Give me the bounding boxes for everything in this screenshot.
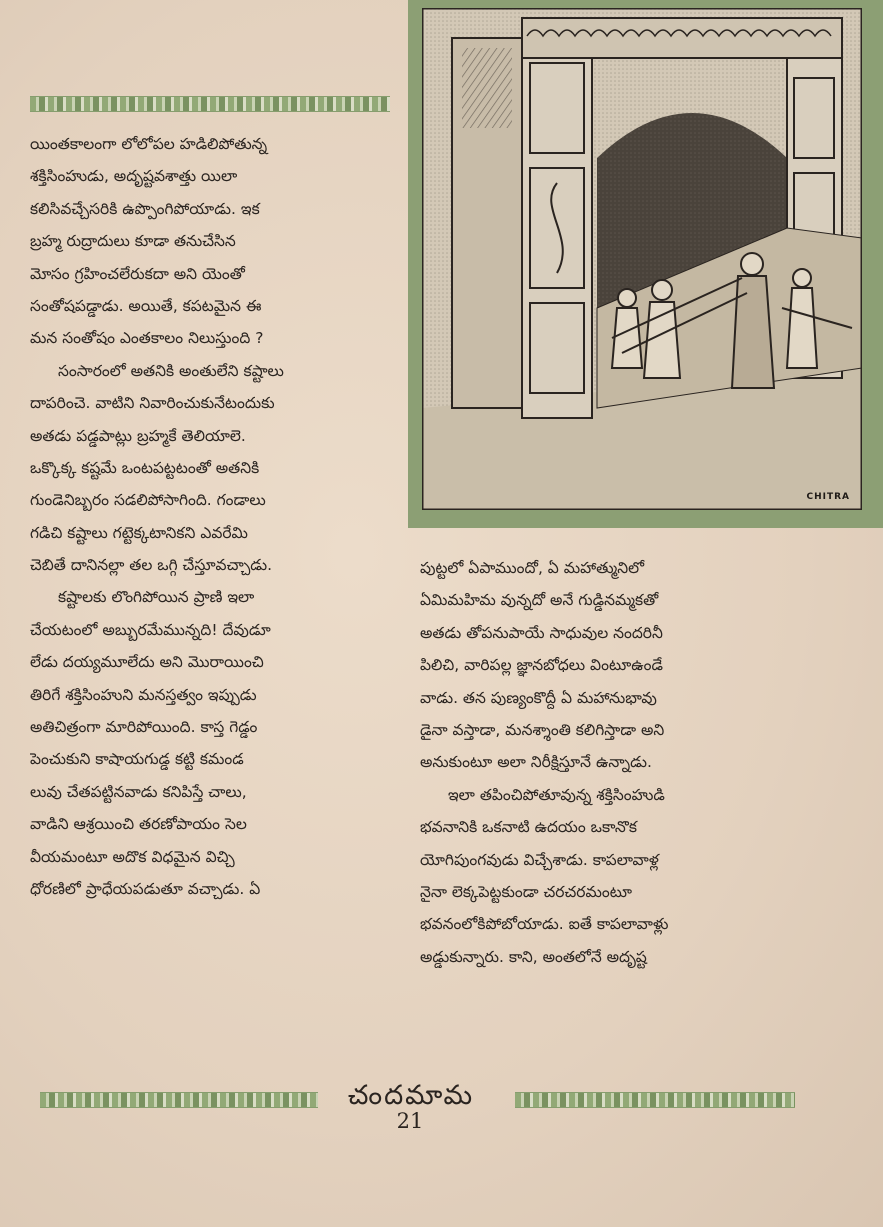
text-line: ఒక్కొక్క కష్టమే ఒంటపట్టటంతో అతనికి (30, 458, 260, 477)
text-line: యోగిపుంగవుడు విచ్చేశాడు. కాపలావాళ్ల (420, 850, 659, 869)
text-line: భవనంలోకిపోబోయాడు. ఐతే కాపలావాళ్లు (420, 915, 669, 934)
footer-decorative-border-right (515, 1092, 795, 1108)
text-line: చెబితే దానినల్లా తల ఒగ్గి చేస్తూవచ్చాడు. (30, 556, 273, 575)
text-line: కష్టాలకు లొంగిపోయిన ప్రాణి ఇలా (58, 588, 255, 607)
text-line: మోసం గ్రహించలేరుకదా అని యెంతో (30, 264, 245, 283)
text-line: దాపరించె. వాటిని నివారించుకునేటందుకు (30, 394, 275, 413)
gate-scene-drawing (422, 8, 862, 510)
story-illustration (422, 8, 862, 510)
text-line: ఇలా తపించిపోతూవున్న శక్తిసింహుడి (448, 785, 665, 804)
text-line: పుట్టలో ఏపాముందో, ఏ మహాత్మునిలో (420, 559, 645, 577)
text-line: గడిచి కష్టాలు గట్టెక్కటానికని ఎవరేమి (30, 523, 248, 542)
top-decorative-border (30, 96, 390, 112)
text-line: మన సంతోషం ఎంతకాలం నిలుస్తుంది ? (30, 329, 264, 348)
text-line: బ్రహ్మ రుద్రాదులు కూడా తనుచేసిన (30, 232, 236, 251)
footer-decorative-border-left (40, 1092, 318, 1108)
text-line: శక్తిసింహుడు, అదృష్టవశాత్తు యిలా (30, 167, 238, 186)
text-line: నైనా లెక్కపెట్టకుండా చరచరమంటూ (420, 882, 633, 901)
text-line: పెంచుకుని కాషాయగుడ్డ కట్టి కమండ (30, 750, 244, 769)
text-line: భవనానికి ఒకనాటి ఉదయం ఒకానొక (420, 818, 637, 837)
text-line: అనుకుంటూ అలా నిరీక్షిస్తూనే ఉన్నాడు. (420, 753, 652, 772)
text-line: అతిచిత్రంగా మారిపోయింది. కాస్త గెడ్డం (30, 718, 258, 737)
text-line: అడ్డుకున్నారు. కాని, అంతలోనే అదృష్ట (420, 947, 647, 966)
artist-signature: CHITRA (806, 492, 850, 502)
text-line: ధోరణిలో ప్రాధేయపడుతూ వచ్చాడు. ఏ (30, 879, 261, 898)
text-line: తిరిగే శక్తిసింహుని మనస్తత్వం ఇప్పుడు (30, 685, 257, 704)
text-line: యింతకాలంగా లోలోపల హడిలిపోతున్న (30, 135, 268, 153)
text-line: పిలిచి, వారిపల్ల జ్ఞానబోధలు వింటూఉండే (420, 656, 663, 675)
text-line: వాడిని ఆశ్రయించి తరణోపాయం సెల (30, 815, 247, 834)
text-line: వాడు. తన పుణ్యంకొద్దీ ఏ మహానుభావు (420, 688, 657, 707)
text-line: వీయమంటూ అదొక విధమైన విచ్చి (30, 847, 235, 866)
text-line: ఏమిమహిమ వున్నదో అనే గుడ్డినమ్మకతో (420, 591, 659, 610)
text-line: లేడు దయ్యమూలేదు అని మొరాయించి (30, 653, 264, 672)
text-line: గుండెనిబ్బరం సడలిపోసాగింది. గండాలు (30, 491, 266, 510)
right-text-column (420, 552, 790, 973)
page-number: 21 (396, 1109, 424, 1133)
text-line: డైనా వస్తాడా, మనశ్శాంతి కలిగిస్తాడా అని (420, 720, 665, 739)
text-line: చేయటంలో అబ్బురమేమున్నది! దేవుడూ (30, 620, 271, 639)
text-line: లువు చేతపట్టినవాడు కనిపిస్తే చాలు, (30, 782, 247, 801)
magazine-title: చందమామ (347, 1080, 475, 1111)
text-line: సంతోషపడ్డాడు. అయితే, కపటమైన ఈ (30, 296, 262, 315)
text-line: అతడు పడ్డపాట్లు బ్రహ్మకే తెలియాలె. (30, 426, 246, 445)
text-line: కలిసివచ్చేసరికి ఉప్పొంగిపోయాడు. ఇక (30, 199, 260, 218)
text-line: సంసారంలో అతనికి అంతులేని కష్టాలు (58, 361, 284, 380)
left-text-column (30, 128, 398, 905)
text-line: అతడు తోపనుపాయే సాధువుల నందరినీ (420, 623, 663, 642)
